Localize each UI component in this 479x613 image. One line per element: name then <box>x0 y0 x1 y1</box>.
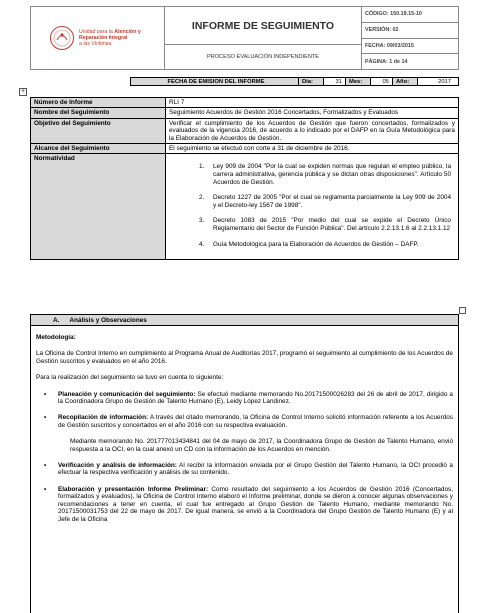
table-row <box>31 144 459 154</box>
year-value: 2017 <box>438 78 451 85</box>
header-logo-cell <box>31 7 165 69</box>
year-label: Año: <box>393 78 418 85</box>
document-page: PÁGINA: 1 de 14 <box>365 58 408 65</box>
document-title: INFORME DE SEGUIMIENTO <box>165 7 361 45</box>
section-title: Análisis y Observaciones <box>69 316 147 324</box>
scope-label: Alcance del Seguimiento <box>31 144 166 154</box>
objective-value: Verificar el cumplimiento de los Acuerdos de Gestión que fueron concertados, formalizados y evaluados de la vigencia 2016, de acuerdo a lo indicado por el DAFP en la Guía Metodológica para la Elaboración de Acuerdos de Gestión. <box>166 118 459 143</box>
followup-name-label: Nombre del Seguimiento <box>31 108 166 118</box>
list-item: 3. Decreto 1083 de 2015 "Por medio del cual se expide el Decreto Único Reglamentario del Sector de Función Pública". Del artículo 2.2.13.1.6 al 2.2.13.1.12 <box>199 217 451 232</box>
table-row <box>31 118 459 143</box>
list-item: • Planeación y comunicación del seguimiento: Se efectuó mediante memorando No.20171500026283 del 26 de abril de 2017, dirigido a la Coordinadora Grupo de Gestión de Talento Humano (E), Leidy López Landinez. <box>44 390 453 406</box>
list-item: 4. Guía Metodológica para la Elaboración de Acuerdos de Gestión – DAFP. <box>199 240 419 248</box>
unidad-victimas-logo-icon <box>49 25 75 51</box>
list-item: • Verificación y análisis de información: Al recibir la información enviada por el Grupo Gestión del Talento Humano, la OCI procedió a efectuar la respectiva verificación y análisis de su contenido. <box>44 462 453 477</box>
regulations-label: Normatividad <box>31 154 166 260</box>
followup-name-value: Seguimiento Acuerdos de Gestión 2016 Concertados, Formalizados y Evaluados <box>166 108 459 118</box>
methodology-intro: Para la realización del seguimiento se tuvo en cuenta lo siguiente: <box>36 374 224 382</box>
methodology-heading: Metodología: <box>36 334 76 341</box>
month-value: 05 <box>371 78 393 85</box>
report-number-value: RLI 7 <box>166 98 459 108</box>
list-item: • Recopilación de información: A través del citado memorando, la Oficina de Control Interno solicitó información referente a los Acuerdos de Gestión suscritos y concertados en el año 2016 con su respectiva evaluación. <box>44 414 454 429</box>
list-item: • Elaboración y presentación Informe Preliminar: Como resultado del seguimiento a los Acuerdos de Gestión 2016 (Concertados, formalizados y evaluados), la Oficina de Control Interno elaboró el Informe preliminar, donde se dieron a conocer algunas observaciones y recomendaciones a tener en cuenta, el cual fue entregado al Grupo Gestión de Talento Humano, mediante memorando No. 20171500031753 del 22 de mayo de 2017. De igual manera, se envió a la Coordinadora del Grupo Gestión de Talento Humano (E) y al Jefe de la Oficina <box>44 485 453 523</box>
list-item: 1. Ley 909 de 2004 "Por la cual se expiden normas que regulan el empleo público, la carrera administrativa, gerencia pública y se dictan otras disposiciones". Artículo 50 Acuerdos de Gestión. <box>199 163 451 186</box>
list-item: 2. Decreto 1227 de 2005 "Por el cual se reglamenta parcialmente la Ley 909 de 2004 y el Decreto-ley 1567 de 1998". <box>199 194 451 209</box>
document-header <box>30 6 459 70</box>
header-meta-cell <box>362 7 458 69</box>
regulations-cell <box>166 154 459 260</box>
document-code: CÓDIGO: 150.19.15-10 <box>362 7 458 23</box>
table-row <box>31 98 459 108</box>
month-label: Mes: <box>346 78 371 85</box>
table-row <box>31 154 459 260</box>
analysis-body <box>31 326 458 523</box>
header-title-cell <box>165 7 362 69</box>
document-date: FECHA: 09/03/2015 <box>362 39 458 55</box>
document-version: VERSIÓN: 02 <box>362 23 458 39</box>
bullet-icon: • <box>44 414 47 422</box>
table-row <box>31 108 459 118</box>
methodology-paragraph: La Oficina de Control Interno en cumplimiento al Programa Anual de Auditorías 2017, programó el seguimiento al cumplimiento de los Acuerdos de Gestión suscritos y evaluados en el año 2016. <box>36 350 453 365</box>
bullet-icon: • <box>44 462 47 470</box>
emission-label: FECHA DE EMISION DEL INFORME <box>131 78 299 85</box>
day-value: 31 <box>324 78 346 85</box>
bullet-icon: • <box>44 485 47 493</box>
bullet-icon: • <box>44 390 47 398</box>
day-label: Día: <box>299 78 324 85</box>
methodology-steps-continued <box>36 462 453 523</box>
report-info-table <box>30 97 459 260</box>
analysis-section <box>30 314 459 613</box>
document-process: PROCESO EVALUACIÓN INDEPENDIENTE <box>206 54 320 60</box>
report-number-label: Número de Informe <box>31 98 166 108</box>
emission-date-row <box>130 77 459 86</box>
methodology-steps <box>36 391 453 430</box>
section-header: A. Análisis y Observaciones <box>31 315 458 326</box>
scope-value: El seguimiento se efectuó con corte a 31 de diciembre de 2016. <box>166 144 459 154</box>
logo-text: Unidad para la Atención y Reparación Integral a las Víctimas <box>79 28 141 48</box>
regulations-list <box>169 155 455 258</box>
memorandum-paragraph: Mediante memorando No. 201777013434841 del 04 de mayo de 2017, la Coordinadora Grupo de Gestión de Talento Humano, envió respuesta a la OCI, en la cual anexó un CD con la información de los Acuerdos en mención. <box>70 438 453 453</box>
table-move-handle-icon[interactable]: + <box>20 88 26 95</box>
table-resize-handle-icon[interactable] <box>459 307 466 314</box>
objective-label: Objetivo del Seguimiento <box>31 118 166 143</box>
